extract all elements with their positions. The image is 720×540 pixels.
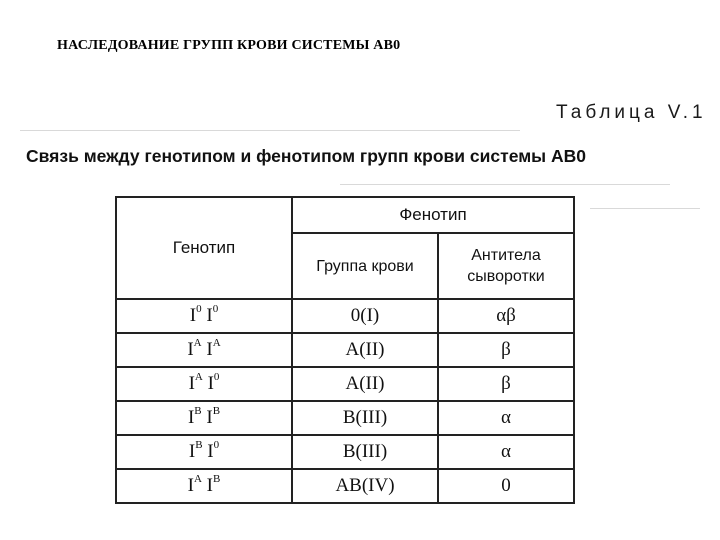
table-row [116, 299, 574, 333]
allele-1: I [188, 373, 195, 394]
genotype-cell [116, 435, 292, 469]
genotype-cell [116, 367, 292, 401]
allele-2: I [207, 373, 214, 394]
allele-1-type: A [193, 473, 202, 485]
allele-1-type: 0 [196, 303, 202, 315]
header-genotype: Генотип [116, 197, 292, 299]
allele-2-type: 0 [213, 371, 220, 383]
allele-1: I [187, 475, 194, 496]
table-number: Таблица V.1 [556, 102, 707, 123]
header-antibodies [438, 233, 574, 299]
header-blood-group: Группа крови [292, 233, 438, 299]
genotype-phenotype-table [115, 196, 575, 504]
allele-1-type: B [195, 439, 203, 451]
allele-2-type: 0 [213, 439, 220, 451]
allele-1: I [189, 305, 197, 326]
blood-group-cell: 0(I) [292, 299, 438, 333]
allele-2: I [206, 305, 213, 326]
table-row [116, 435, 574, 469]
genotype-cell [116, 299, 292, 333]
scan-noise [590, 208, 700, 209]
allele-2-type: B [212, 405, 221, 417]
allele-1: I [187, 407, 195, 428]
allele-2: I [206, 407, 213, 428]
antibodies-cell: 0 [438, 469, 574, 503]
table-row [116, 367, 574, 401]
blood-group-cell: B(III) [292, 401, 438, 435]
blood-group-cell: B(III) [292, 435, 438, 469]
genotype-cell [116, 469, 292, 503]
allele-1-type: A [194, 371, 203, 383]
allele-2: I [206, 339, 213, 360]
scan-noise [20, 130, 520, 131]
header-antibodies-line2: сыворотки [467, 268, 545, 285]
page-title: НАСЛЕДОВАНИЕ ГРУПП КРОВИ СИСТЕМЫ АВ0 [57, 38, 401, 53]
genotype-cell [116, 333, 292, 367]
table-row [116, 401, 574, 435]
allele-1: I [187, 339, 194, 360]
allele-2-type: B [213, 473, 221, 485]
blood-group-cell: A(II) [292, 333, 438, 367]
allele-2-type: 0 [212, 303, 219, 315]
antibodies-cell: α [438, 401, 574, 435]
blood-group-cell: AB(IV) [292, 469, 438, 503]
header-phenotype: Фенотип [292, 197, 574, 233]
antibodies-cell: α [438, 435, 574, 469]
table-row [116, 333, 574, 367]
antibodies-cell: β [438, 333, 574, 367]
genotype-cell [116, 401, 292, 435]
allele-2-type: A [212, 337, 221, 349]
blood-group-cell: A(II) [292, 367, 438, 401]
allele-1: I [188, 441, 196, 462]
allele-2: I [206, 475, 213, 496]
allele-1-type: B [194, 405, 202, 417]
allele-1-type: A [193, 337, 202, 349]
scan-noise [340, 184, 670, 185]
table-caption: Связь между генотипом и фенотипом групп крови системы АВ0 [26, 146, 586, 166]
allele-2: I [207, 441, 214, 462]
header-antibodies-line1: Антитела [471, 247, 541, 264]
table-row [116, 469, 574, 503]
scanned-table-image [0, 90, 720, 540]
antibodies-cell: αβ [438, 299, 574, 333]
antibodies-cell: β [438, 367, 574, 401]
